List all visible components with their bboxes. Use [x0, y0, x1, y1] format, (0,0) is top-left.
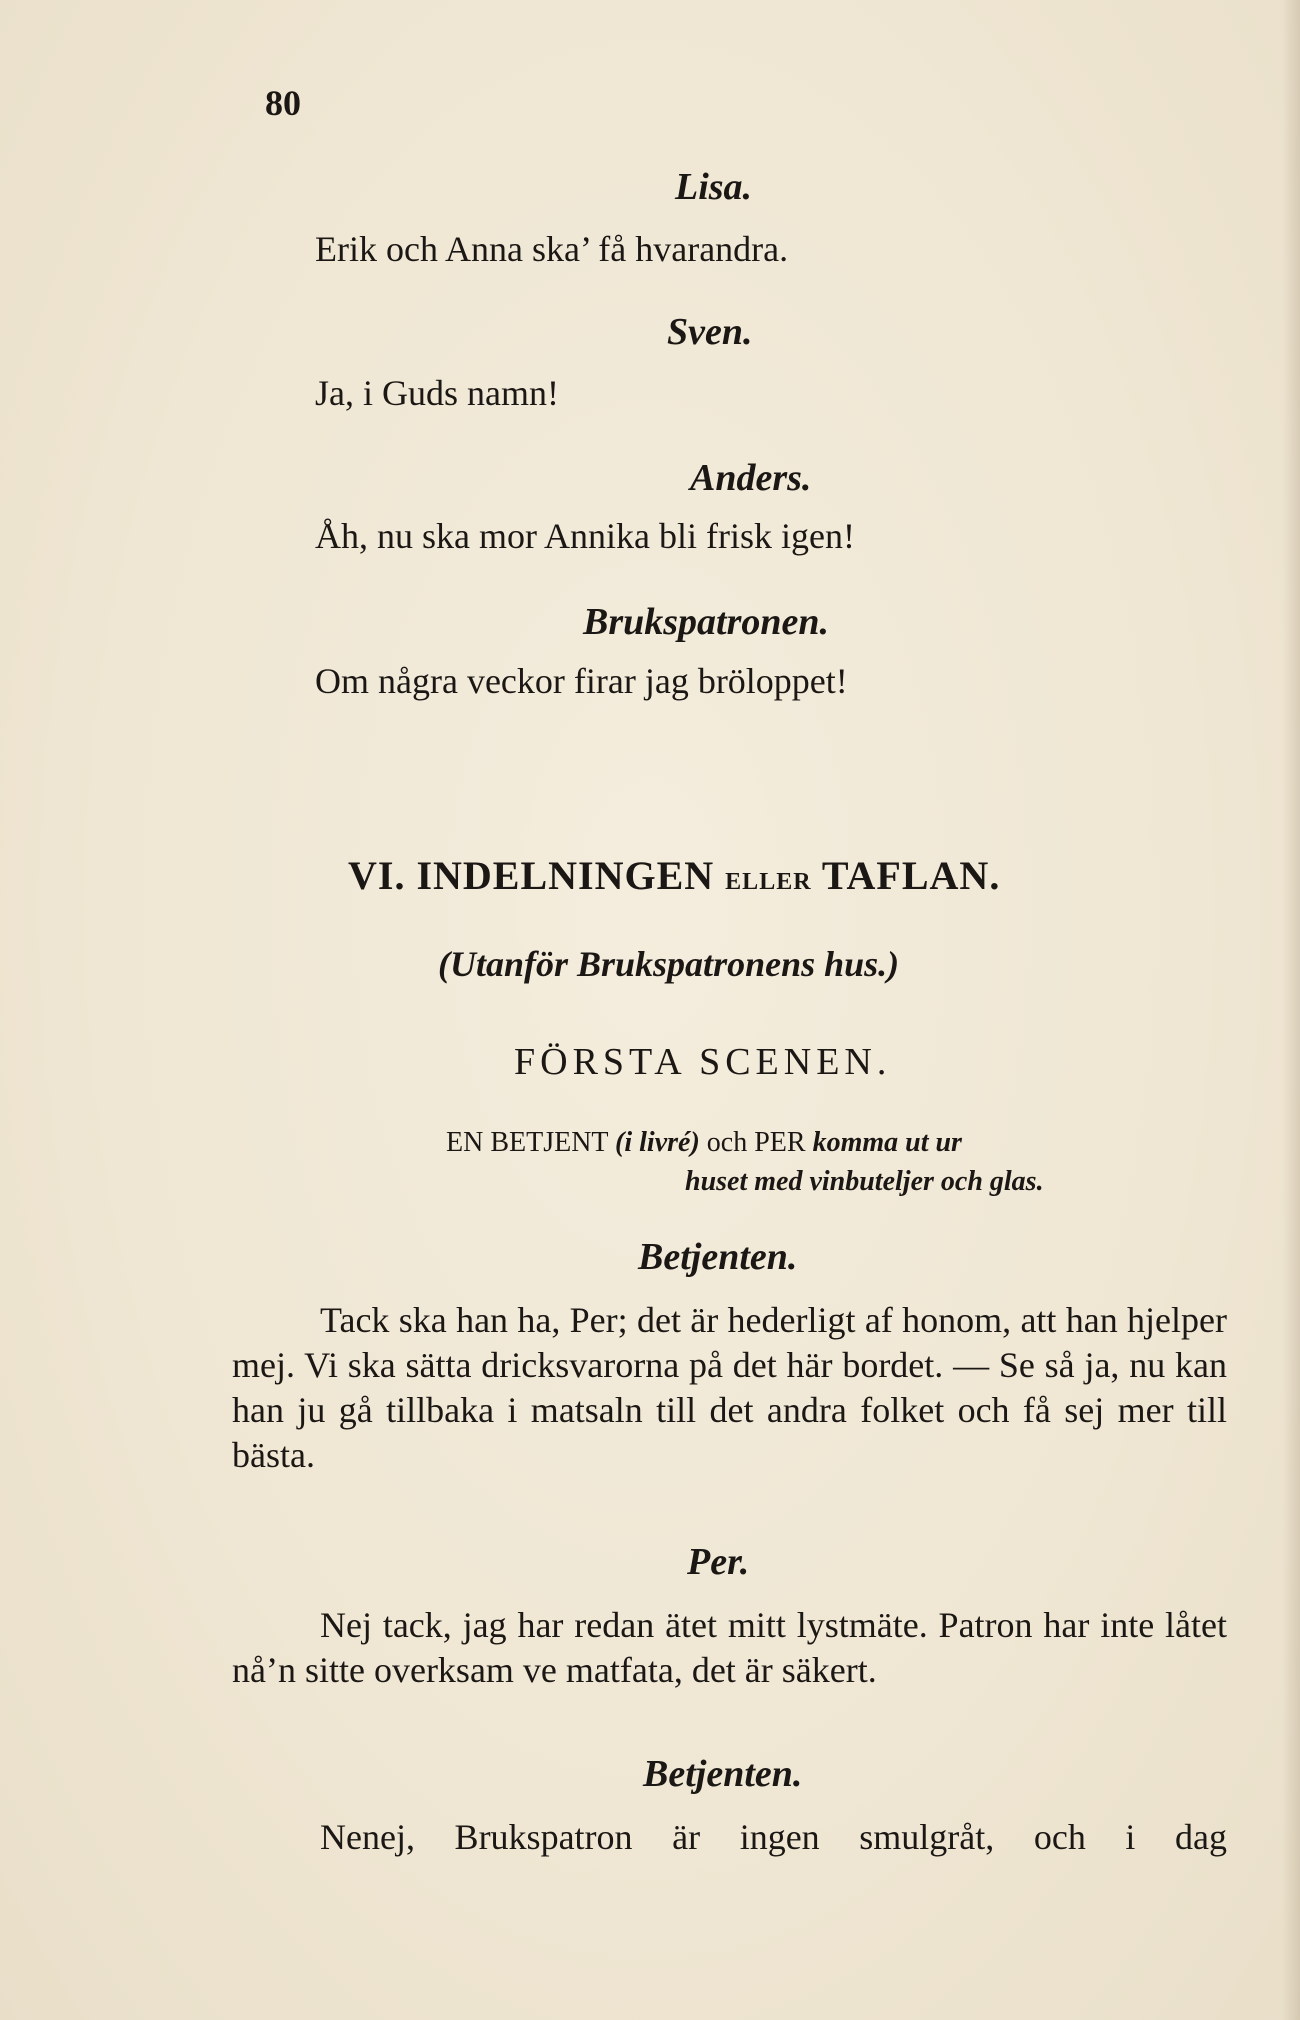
dialogue-paragraph: Tack ska han ha, Per; det är hederligt af honom, att han hjelper mej. Vi ska sätta dricksvarorna på det här bordet. — Se så ja, nu kan han ju gå tillbaka i matsaln till det andra folket och få sej mer till bästa.: [232, 1300, 1227, 1475]
speaker-name: Lisa.: [675, 166, 753, 208]
dialogue-line: Åh, nu ska mor Annika bli frisk igen!: [315, 516, 855, 556]
speaker-name: Betjenten.: [638, 1236, 798, 1278]
speaker-name: Anders.: [690, 457, 812, 499]
scene-setting: (Utanför Brukspatronens hus.): [438, 944, 900, 984]
stage-direction-text: (i livré): [615, 1127, 700, 1158]
dialogue-paragraph: Nenej, Brukspatron är ingen smulgråt, och i dag: [320, 1817, 1227, 1857]
speaker-name: Sven.: [667, 311, 753, 353]
speaker-name: Brukspatronen.: [583, 601, 830, 643]
act-numeral: VI.: [348, 853, 406, 898]
act-heading: [348, 852, 1000, 899]
dialogue-line: Ja, i Guds namn!: [315, 373, 559, 413]
act-title-part: INDELNINGEN: [416, 853, 715, 898]
speaker-name: Per.: [687, 1541, 750, 1583]
page-number: 80: [265, 83, 301, 123]
act-title-part: TAFLAN.: [821, 853, 1001, 898]
stage-direction-text: komma ut ur: [812, 1127, 962, 1158]
scene-title: FÖRSTA SCENEN.: [514, 1041, 892, 1083]
stage-direction-line: [446, 1127, 962, 1159]
act-connector: ELLER: [725, 869, 812, 895]
stage-direction-text: EN BETJENT: [446, 1127, 609, 1158]
dialogue-paragraph: Nej tack, jag har redan ätet mitt lystmäte. Patron har inte låtet nå’n sitte overksam ve matfata, det är säkert.: [232, 1605, 1227, 1690]
stage-direction-text: och PER: [706, 1127, 806, 1158]
speaker-name: Betjenten.: [643, 1753, 803, 1795]
stage-direction-line: [685, 1166, 1044, 1198]
stage-direction-text: huset med vinbuteljer och glas.: [685, 1166, 1044, 1197]
dialogue-line: Om några veckor firar jag bröloppet!: [315, 661, 848, 701]
page-edge-shadow: [1282, 0, 1300, 2020]
dialogue-line: Erik och Anna ska’ få hvarandra.: [315, 229, 789, 269]
